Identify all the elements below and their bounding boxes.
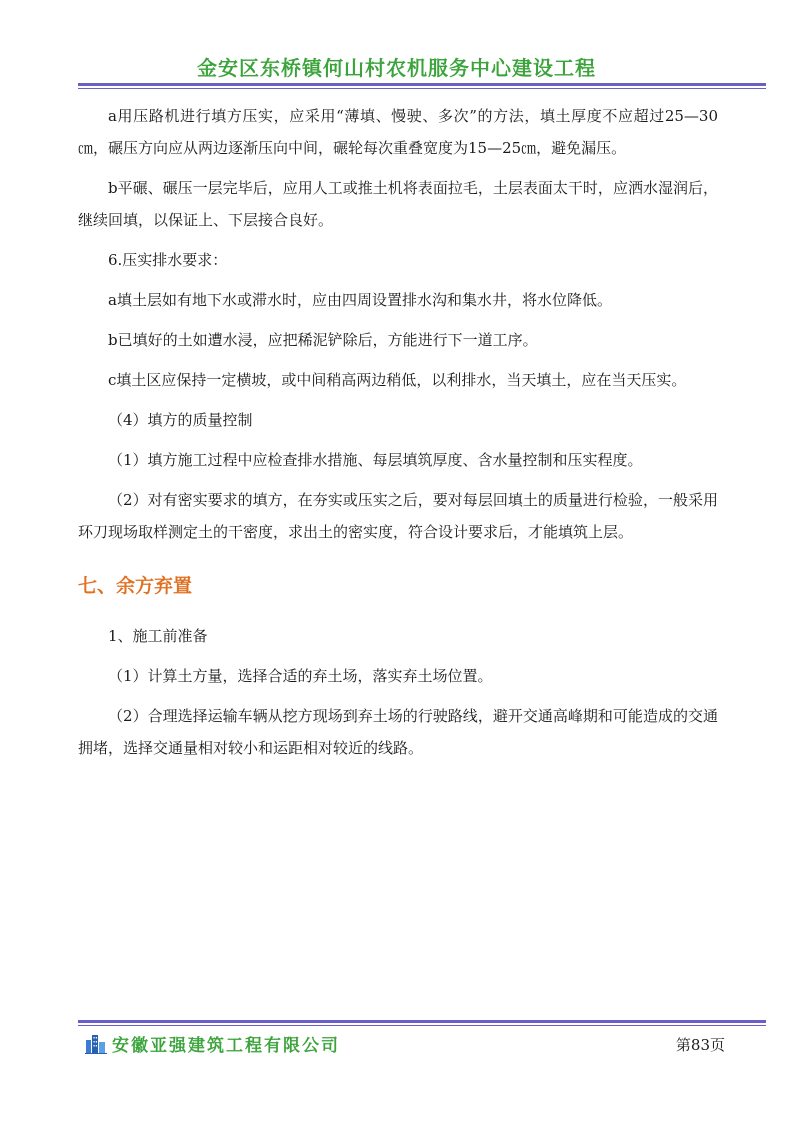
- paragraph: （1）填方施工过程中应检查排水措施、每层填筑厚度、含水量控制和压实程度。: [108, 451, 643, 469]
- paragraph: c填土区应保持一定横坡，或中间稍高两边稍低，以利排水，当天填土，应在当天压实。: [108, 371, 687, 389]
- paragraph: （4）填方的质量控制: [108, 411, 253, 429]
- section-heading: 七、余方弃置: [78, 575, 193, 597]
- header-rule-thin: [78, 88, 766, 89]
- paragraph: b平碾、碾压一层完毕后，应用人工或推土机将表面拉毛，土层表面太干时，应洒水湿润后，继续回填，以保证上、下层接合良好。: [78, 179, 718, 229]
- document-body: [78, 100, 718, 772]
- paragraph: （1）计算土方量，选择合适的弃土场，落实弃土场位置。: [108, 667, 493, 685]
- page-number: 第83页: [675, 1036, 725, 1054]
- footer-rule-thick: [78, 1020, 766, 1023]
- paragraph: （2）合理选择运输车辆从挖方现场到弃土场的行驶路线，避开交通高峰期和可能造成的交通拥堵，选择交通量相对较小和运距相对较近的线路。: [78, 707, 718, 757]
- paragraph: a填土层如有地下水或滞水时，应由四周设置排水沟和集水井，将水位降低。: [108, 291, 612, 309]
- paragraph: b已填好的土如遭水浸，应把稀泥铲除后，方能进行下一道工序。: [108, 331, 538, 349]
- paragraph: a用压路机进行填方压实，应采用“薄填、慢驶、多次”的方法，填土厚度不应超过25—30㎝，碾压方向应从两边逐渐压向中间，碾轮每次重叠宽度为15—25㎝，避免漏压。: [78, 107, 718, 157]
- page-footer: [85, 1030, 725, 1056]
- paragraph: 6.压实排水要求：: [108, 251, 228, 269]
- page-header-title: 金安区东桥镇何山村农机服务中心建设工程: [197, 56, 596, 80]
- header-rule-thick: [78, 83, 766, 86]
- footer-company-name: 安徽亚强建筑工程有限公司: [112, 1036, 340, 1056]
- paragraph: （2）对有密实要求的填方，在夯实或压实之后，要对每层回填土的质量进行检验，一般采用环刀现场取样测定土的干密度，求出土的密实度，符合设计要求后，才能填筑上层。: [78, 491, 718, 541]
- building-logo-icon: [85, 1032, 107, 1054]
- footer-rule-thin: [78, 1025, 766, 1026]
- paragraph: 1、施工前准备: [108, 627, 208, 645]
